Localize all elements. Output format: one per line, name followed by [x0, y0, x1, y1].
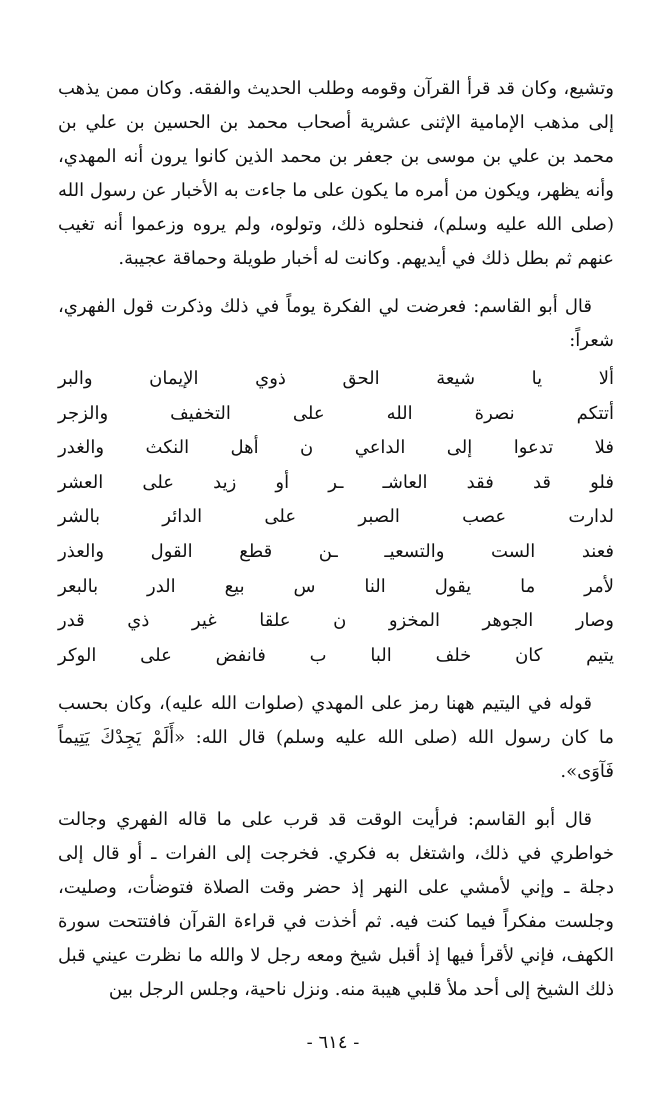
- poem-line: [58, 397, 614, 432]
- poem-line: [58, 362, 614, 397]
- poem-line: [58, 604, 614, 639]
- poem-line: [58, 431, 614, 466]
- poem-word: لدارت: [568, 506, 614, 528]
- page-body: [58, 72, 614, 1007]
- poem-word: والعذر: [58, 540, 105, 562]
- poem-word: خلف: [435, 644, 472, 666]
- poem-word: عصب: [462, 506, 507, 528]
- paragraph-4: قال أبو القاسم: فرأيت الوقت قد قرب على ما قاله الفهري وجالت خواطري في ذلك، واشتغل به فكري. فخرجت إلى الفرات ـ أو قال إلى دجلة ـ وإني لأمشي على النهر إذ حضر وقت الصلاة فتوضأت، وصليت، وجلست مفكراً فيما كنت فيه. ثم أخذت في قراءة القرآن فافتتحت سورة الكهف، فإني لأقرأ فيها إذ أقبل شيخ ومعه رجل لا والله ما نظرت عيني قبل ذلك الشيخ إلى أحد ملأ قلبي هيبة منه. ونزل ناحية، وجلس الرجل بين: [58, 809, 614, 1001]
- poem-word: قد: [532, 471, 552, 493]
- poem-word: زيد: [213, 471, 237, 493]
- poem-word: أو: [275, 471, 290, 493]
- poem-word: ب: [309, 644, 327, 666]
- poem-word: على: [292, 402, 325, 424]
- poem-word: الداعي: [354, 437, 406, 459]
- poem-word: العاشـ: [382, 471, 428, 493]
- poem-word: الجوهر: [482, 610, 534, 632]
- poem-word: أتتكم: [576, 402, 614, 424]
- poem-word: الإيمان: [149, 368, 199, 389]
- page-number: - ٦١٤ -: [306, 1032, 360, 1053]
- poem-word: ـر: [328, 471, 344, 493]
- poem-word: بالبعر: [58, 575, 99, 597]
- poem-word: القول: [150, 540, 193, 562]
- poem-line: [58, 639, 614, 674]
- poem-word: فعند: [581, 540, 614, 562]
- poem-word: الحق: [342, 368, 380, 389]
- poem-word: النا: [364, 575, 386, 597]
- poem-word: فلو: [590, 471, 614, 493]
- poem-word: على: [142, 471, 175, 493]
- poem-word: على: [264, 506, 297, 528]
- poem-word: ألا: [598, 368, 614, 389]
- poem-word: إلى: [446, 437, 473, 459]
- poem-word: العشر: [58, 471, 104, 493]
- poem-word: تدعوا: [513, 437, 554, 459]
- poem-word: المخزو: [388, 610, 440, 632]
- poem-line: [58, 466, 614, 501]
- poem-word: ـن: [318, 540, 338, 562]
- poem-word: الدر: [147, 575, 176, 597]
- poem-word: قدر: [58, 610, 85, 632]
- poem-word: علقا: [259, 610, 291, 632]
- poem-word: الصبر: [358, 506, 400, 528]
- poem-word: وصار: [575, 610, 614, 632]
- poem-word: س: [293, 575, 316, 597]
- poem-word: الله: [386, 402, 413, 424]
- poem-word: غير: [191, 610, 217, 632]
- poem-word: البا: [370, 644, 392, 666]
- poem-line: [58, 500, 614, 535]
- poem-line: [58, 535, 614, 570]
- poem-word: ن: [300, 437, 314, 459]
- poem-word: ذوي: [255, 368, 286, 389]
- poem-word: ما: [520, 575, 536, 597]
- poem-word: يقول: [434, 575, 472, 597]
- poem-word: فلا: [594, 437, 614, 459]
- poem-word: ن: [333, 610, 347, 632]
- poem-word: نصرة: [474, 402, 515, 424]
- poem-word: يا: [531, 368, 543, 389]
- poem-word: النكث: [145, 437, 190, 459]
- poem-word: شيعة: [436, 368, 476, 389]
- poem-word: على: [140, 644, 172, 666]
- poem-line: [58, 570, 614, 605]
- paragraph-2: قال أبو القاسم: فعرضت لي الفكرة يوماً في ذلك وذكرت قول الفهري، شعراً:: [58, 296, 614, 351]
- poem-word: والتسعيـ: [384, 540, 445, 562]
- poem-word: يتيم: [586, 644, 614, 666]
- poem-word: الوكر: [58, 644, 97, 666]
- paragraph-3: قوله في اليتيم ههنا رمز على المهدي (صلوات الله عليه)، وكان بحسب ما كان رسول الله (صلى الله عليه وسلم) قال الله: «أَلَمْ يَجِدْكَ يَتِيماً فَآوَى».: [58, 693, 614, 783]
- poem-word: لأمر: [584, 575, 614, 597]
- poem-word: والغدر: [58, 437, 105, 459]
- poem-word: والزجر: [58, 402, 109, 424]
- paragraph-1: وتشيع، وكان قد قرأ القرآن وقومه وطلب الحديث والفقه. وكان ممن يذهب إلى مذهب الإمامية الإثنى عشرية أصحاب محمد بن الحسين بن علي بن محمد بن علي بن موسى بن جعفر بن محمد الذين كانوا يرون أنه المهدي، وأنه يظهر، ويكون من أمره ما يكون على ما جاءت به الأخبار عن رسول الله (صلى الله عليه وسلم)، فنحلوه ذلك، وتولوه، ولم يروه وزعموا أنه تغيب عنهم ثم بطل ذلك في أيديهم. وكانت له أخبار طويلة وحماقة عجيبة.: [58, 78, 614, 269]
- poem-word: كان: [515, 644, 543, 666]
- poem-word: أهل: [230, 437, 259, 459]
- poem-word: فانفض: [215, 644, 266, 666]
- poem-word: التخفيف: [170, 402, 231, 424]
- poem-word: قطع: [239, 540, 273, 562]
- poem-word: فقد: [466, 471, 494, 493]
- poem-word: والبر: [58, 368, 93, 389]
- poem: [58, 362, 614, 673]
- poem-word: بالشر: [58, 506, 100, 528]
- poem-word: بيع: [224, 575, 245, 597]
- poem-word: ذي: [127, 610, 150, 632]
- poem-word: الدائر: [162, 506, 203, 528]
- poem-word: الست: [491, 540, 536, 562]
